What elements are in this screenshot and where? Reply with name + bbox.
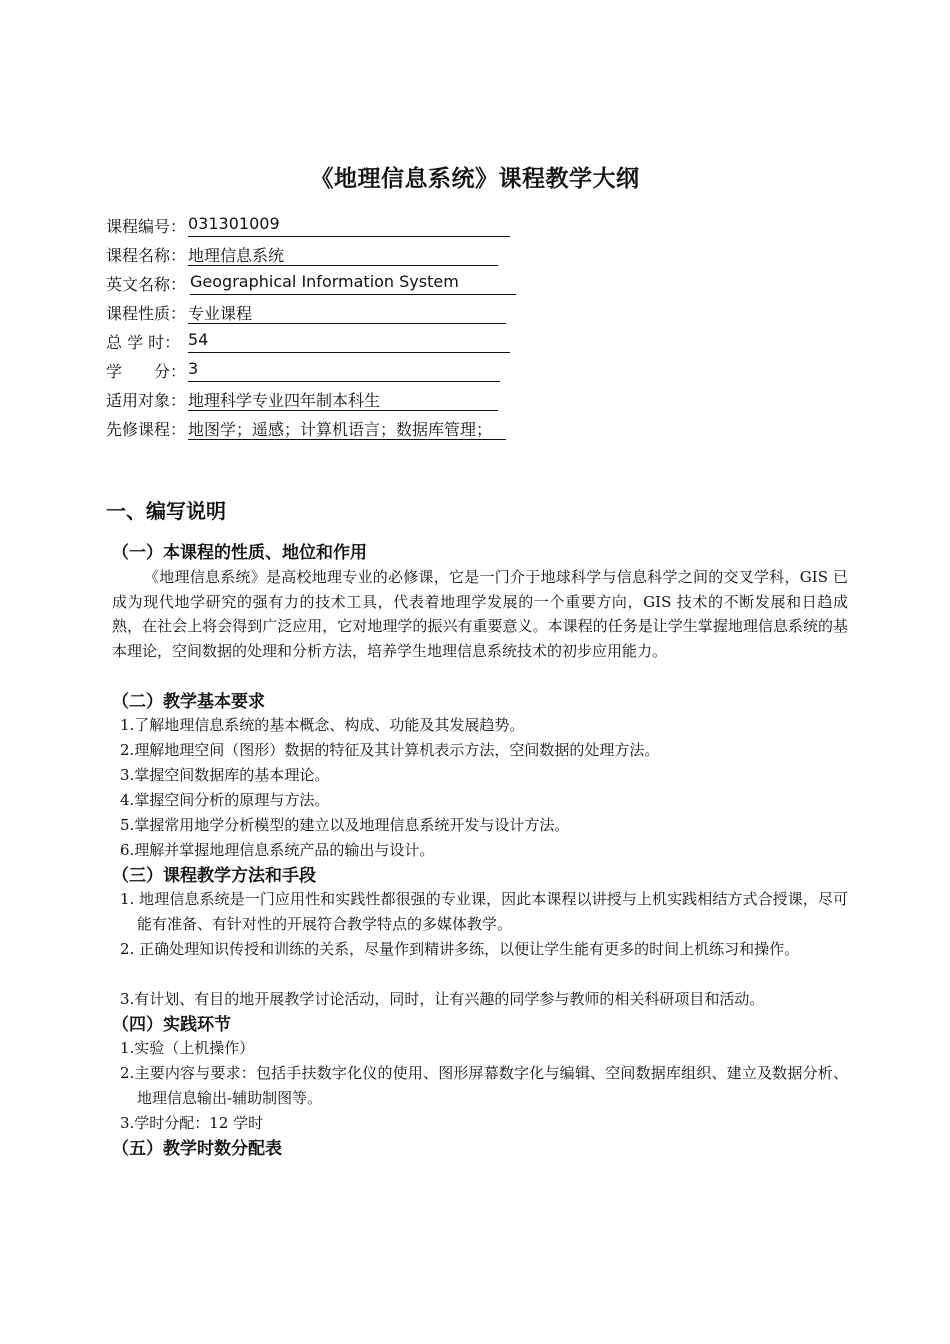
meta-label: 课程编号： — [106, 217, 187, 236]
meta-label: 总 学 时： — [106, 333, 181, 352]
meta-label: 适用对象： — [106, 391, 187, 410]
list-item: 3.有计划、有目的地开展教学讨论活动，同时，让有兴趣的同学参与教师的相关科研项目和活动。 — [120, 990, 765, 1008]
list-item: 1.实验（上机操作） — [120, 1039, 255, 1057]
document-title: 《地理信息系统》课程教学大纲 — [310, 166, 640, 192]
meta-course-code — [106, 214, 280, 238]
meta-course-type — [106, 301, 253, 325]
meta-label: 课程性质： — [106, 304, 187, 323]
list-item: 4.掌握空间分析的原理与方法。 — [120, 791, 330, 809]
meta-label: 英文名称： — [106, 275, 187, 294]
meta-value: 031301009 — [188, 214, 510, 237]
meta-value: Geographical Information System — [190, 272, 516, 295]
subsection-heading: （四）实践环节 — [112, 1015, 231, 1035]
meta-course-name — [106, 243, 285, 267]
meta-label: 课程名称： — [106, 246, 187, 265]
meta-credits — [106, 359, 199, 383]
meta-label: 先修课程： — [106, 420, 187, 439]
meta-english-name — [106, 272, 459, 296]
list-item: 2. 正确处理知识传授和训练的关系，尽量作到精讲多练，以便让学生能有更多的时间上机练习和操作。 — [120, 940, 800, 958]
section-heading: 一、编写说明 — [106, 499, 226, 523]
meta-value: 地图学；遥感；计算机语言；数据库管理； — [188, 417, 506, 440]
subsection-heading: （二）教学基本要求 — [112, 692, 265, 712]
meta-value: 地理科学专业四年制本科生 — [188, 388, 498, 411]
meta-audience — [106, 388, 381, 412]
paragraph: 《地理信息系统》是高校地理专业的必修课，它是一门介于地球科学与信息科学之间的交叉学科，GIS 已成为现代地学研究的强有力的技术工具，代表着地理学发展的一个重要方向，GIS 技术的不断发展和日趋成熟，在社会上将会得到广泛应用，它对地理学的振兴有重要意义。本课程的任务是让学生掌握地理信息系统的基本理论，空间数据的处理和分析方法，培养学生地理信息系统技术的初步应用能力。 — [112, 568, 848, 660]
meta-label: 学 分： — [106, 362, 187, 381]
list-item: 2.理解地理空间（图形）数据的特征及其计算机表示方法，空间数据的处理方法。 — [120, 741, 660, 759]
subsection-heading: （五）教学时数分配表 — [112, 1139, 282, 1159]
list-item: 6.理解并掌握地理信息系统产品的输出与设计。 — [120, 841, 435, 859]
subsection-heading: （一）本课程的性质、地位和作用 — [112, 543, 367, 563]
meta-value: 3 — [188, 359, 500, 382]
list-item: 1.了解地理信息系统的基本概念、构成、功能及其发展趋势。 — [120, 716, 525, 734]
meta-prerequisites — [106, 417, 493, 441]
subsection-heading: （三）课程教学方法和手段 — [112, 866, 316, 886]
meta-value: 专业课程 — [188, 301, 506, 324]
meta-total-hours — [106, 330, 209, 354]
meta-value: 地理信息系统 — [188, 243, 498, 266]
meta-value: 54 — [188, 330, 510, 353]
list-item: 3.掌握空间数据库的基本理论。 — [120, 766, 330, 784]
list-item: 2.主要内容与要求：包括手扶数字化仪的使用、图形屏幕数字化与编辑、空间数据库组织、建立及数据分析、地理信息输出-辅助制图等。 — [120, 1064, 848, 1107]
list-item: 3.学时分配：12 学时 — [120, 1114, 264, 1132]
list-item: 1. 地理信息系统是一门应用性和实践性都很强的专业课，因此本课程以讲授与上机实践相结方式合授课，尽可能有准备、有针对性的开展符合教学特点的多媒体教学。 — [120, 890, 848, 933]
list-item: 5.掌握常用地学分析模型的建立以及地理信息系统开发与设计方法。 — [120, 816, 570, 834]
